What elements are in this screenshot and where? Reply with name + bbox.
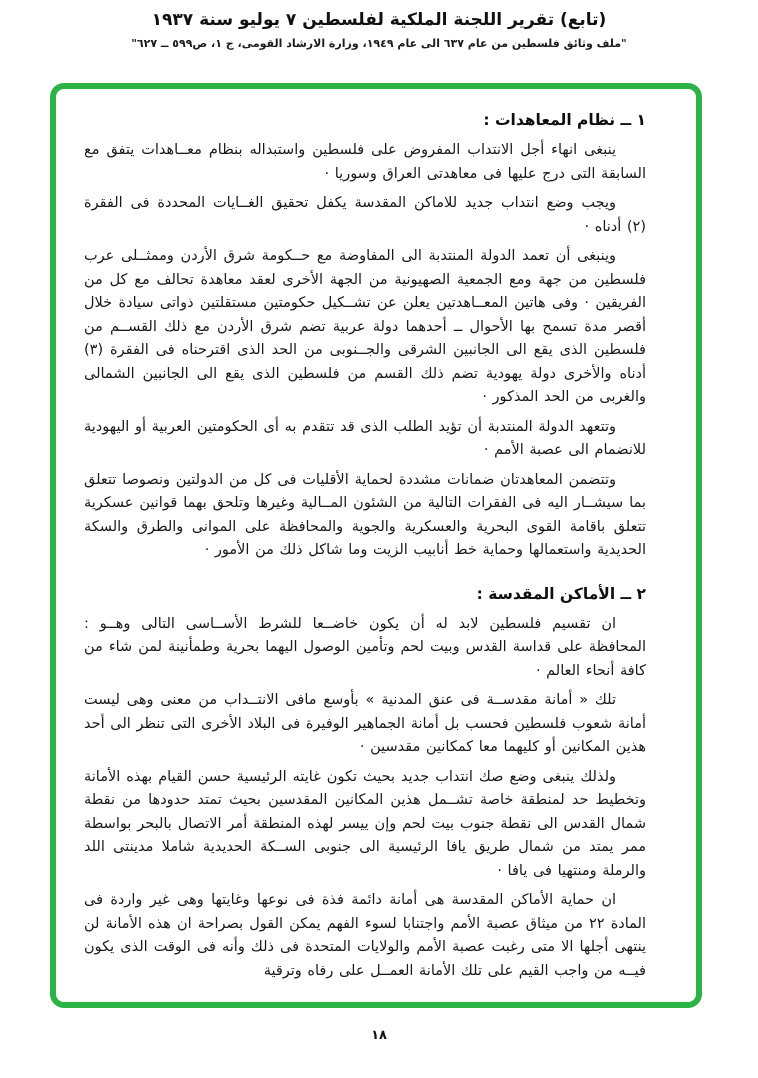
paragraph: وتتضمن المعاهدتان ضمانات مشددة لحماية الأقليات فى كل من الدولتين ونصوصا تتعلق بما سيشــار اليه فى الفقرات التالية من الشئون المــالية وغيرها وتلحق بهما قوانين عسكرية تتعلق باقامة القوى البحرية والعسكرية والجوية والمحافظة على الموانى والطرق والسكة الحديدية واستعمالها وحماية خط أنابيب الزيت وما شاكل ذلك من الأمور · [84, 471, 646, 558]
paragraph: ولذلك ينبغى وضع صك انتداب جديد بحيث تكون غايته الرئيسية حسن القيام بهذه الأمانة وتخطيط حد لمنطقة خاصة تشــمل هذين المكانين المقدسين بحيث تمتد حدودها من نقطة شمال القدس الى نقطة جنوب بيت لحم وإن ييسر لهذه المنطقة أمر الاتصال بالبحر بواسطة ممر يمتد من شمال طريق يافا الرئيسية الى جنوبى الســكة الحديدية شاملا مدينتى اللد والرملة ومنتهيا فى يافا · [84, 768, 646, 879]
section-heading-holy-places: ٢ ــ الأماكن المقدسة : [476, 584, 646, 603]
paragraph: ان تقسيم فلسطين لابد له أن يكون خاضــعا للشرط الأســاسى التالى وهــو : المحافظة على قداسة القدس وبيت لحم وتأمين الوصول اليهما بحرية وطمأنينة لمن شاء من كافة أنحاء العالم · [84, 615, 646, 679]
green-border-frame [50, 83, 702, 1008]
paragraph: وينبغى أن تعمد الدولة المنتدبة الى المفاوضة مع حــكومة شرق الأردن وممثــلى عرب فلسطين من جهة ومع الجمعية الصهيونية من الجهة الأخرى لعقد معاهدة تحالف مع كل من الفريقين · وفى هاتين المعــاهدتين يعلن عن تشــكيل حكومتين مستقلتين ذواتى سيادة خلال أقصر مدة تسمح بها الأحوال ــ أحدهما دولة عربية تضم شرق الأردن مع ذلك القســم من فلسطين الذى يقع الى الجانبين الشرقى والجــنوبى من الحد الذى اقترحناه فى الفقرة (٣) أدناه والأخرى دولة يهودية تضم ذلك القسم من فلسطين الذى يقع الى الجانبين الشمالى والغربى من الحد المذكور · [84, 248, 646, 405]
report-header [0, 10, 758, 50]
paragraph: ينبغى انهاء أجل الانتداب المفروض على فلسطين واستبداله بنظام معــاهدات يتفق مع السابقة التى درج عليها فى معاهدتى العراق وسوريا · [84, 142, 646, 182]
document-body [56, 89, 696, 1002]
section-heading-treaty-system: ١ ــ نظام المعاهدات : [483, 111, 646, 129]
paragraph: تلك « أمانة مقدســة فى عنق المدنية » بأوسع مافى الانتــداب من معنى وهى ليست أمانة شعوب فلسطين فحسب بل أمانة الجماهير الوفيرة فى البلاد الأخرى التى تنظر الى أحد هذين المكانين أو كليهما معا كمكانين مقدسين · [84, 692, 646, 755]
page-number: ١٨ [371, 1028, 387, 1043]
report-title: (تابع) تقرير اللجنة الملكية لفلسطين ٧ يوليو سنة ١٩٣٧ [151, 10, 607, 30]
paragraph: ان حماية الأماكن المقدسة هى أمانة دائمة فذة فى نوعها وغايتها وهى غير واردة فى المادة ٢٢ من ميثاق عصبة الأمم واجتنابا لسوء الفهم يمكن القول بصراحة ان هذه الأمانة لن ينتهى أجلها الا متى رغبت عصبة الأمم والولايات المتحدة فى ذلك وأنه فى الوقت الذى يكون فيــه من واجب القيم على تلك الأمانة العمــل على رفاه وترقية [84, 892, 646, 979]
paragraph: ويجب وضع انتداب جديد للاماكن المقدسة يكفل تحقيق الغــايات المحددة فى الفقرة (٢) أدناه · [84, 195, 646, 235]
report-source-citation: "ملف وثائق فلسطين من عام ٦٣٧ الى عام ١٩٤٩، وزارة الارشاد القومى، ج ١، ص٥٩٩ ــ ٦٢٧" [131, 37, 627, 50]
paragraph: وتتعهد الدولة المنتدبة أن تؤيد الطلب الذى قد تتقدم به أى الحكومتين العربية أو اليهودية للانضمام الى عصبة الأمم · [84, 418, 646, 458]
